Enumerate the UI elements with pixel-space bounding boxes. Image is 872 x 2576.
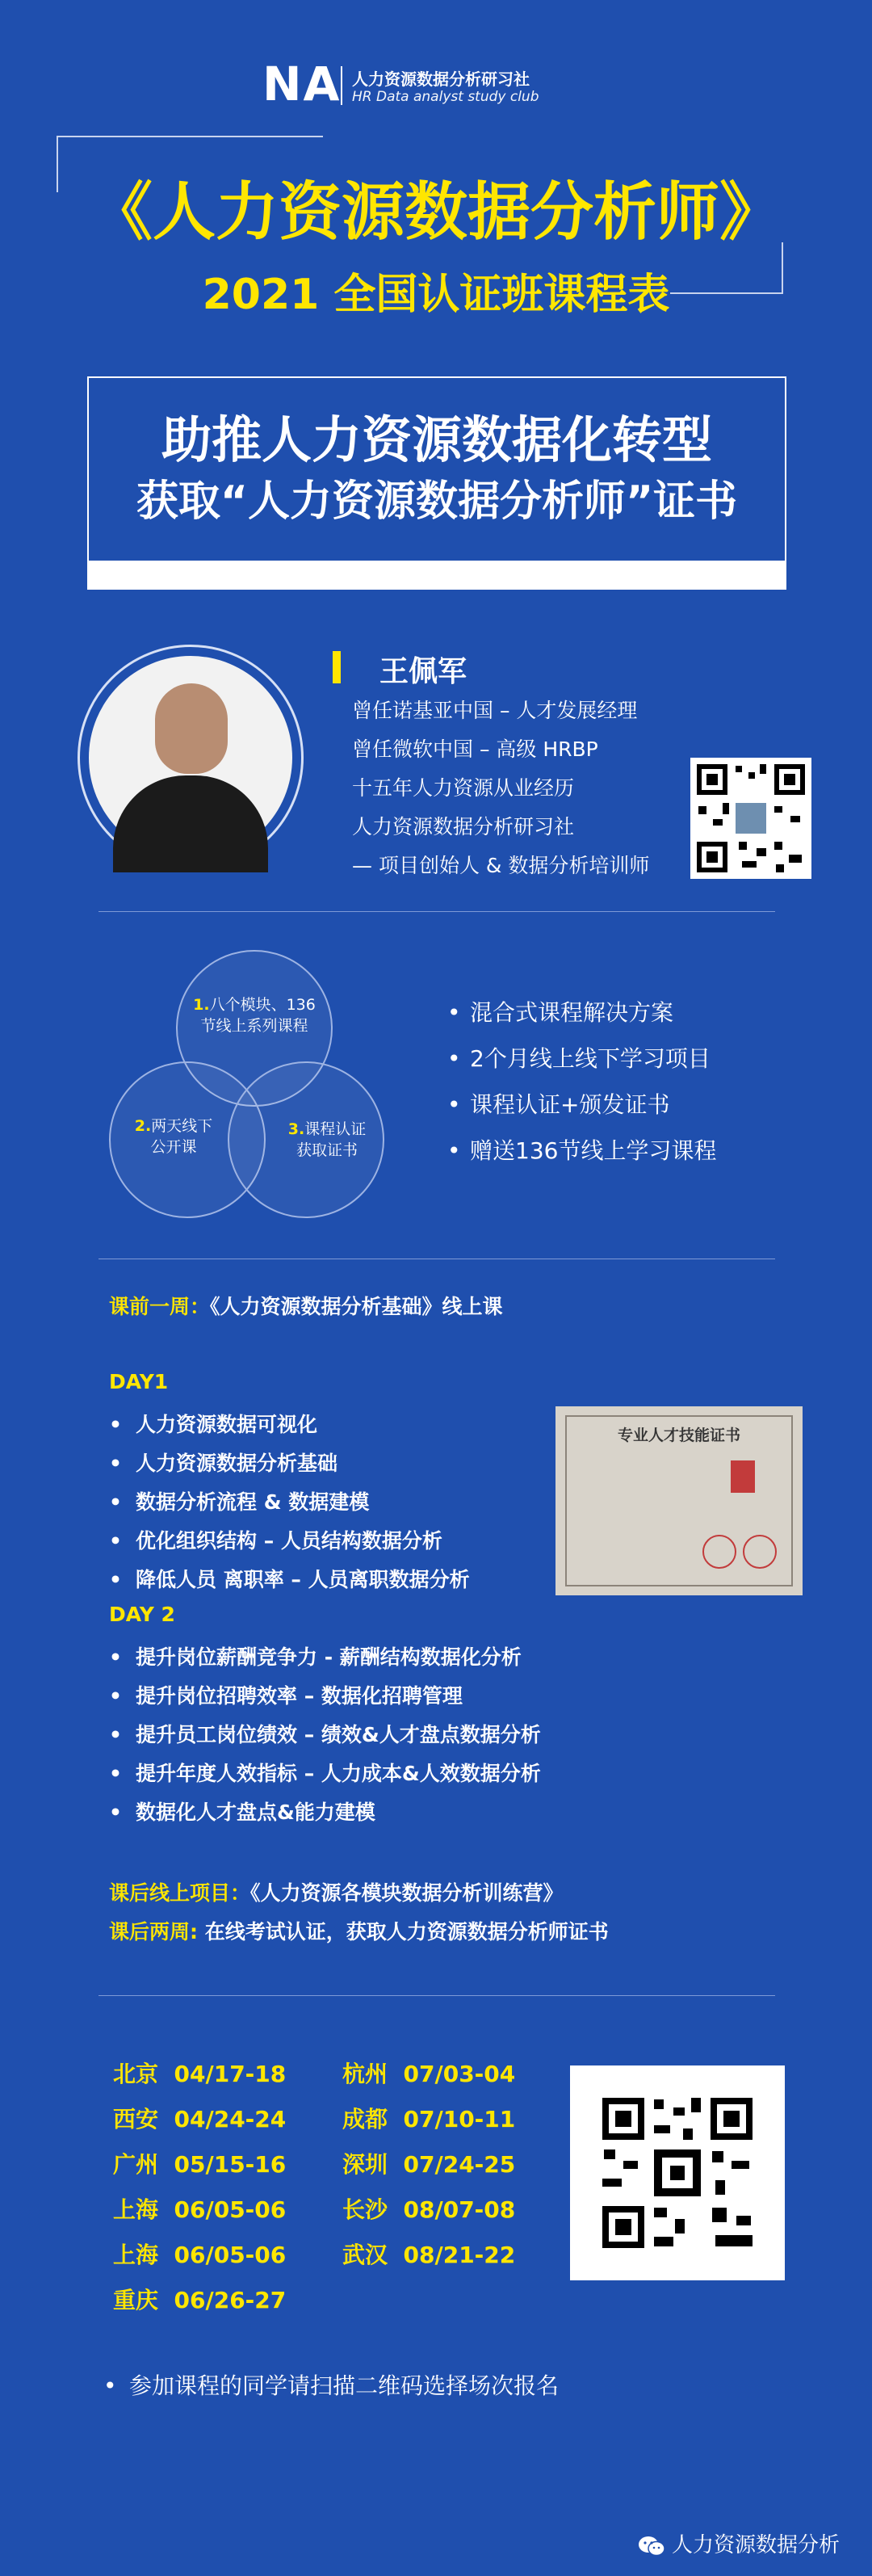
schedule-city: 北京 xyxy=(113,2061,159,2087)
schedule-city: 成都 xyxy=(342,2106,388,2133)
schedule-city: 武汉 xyxy=(342,2242,388,2268)
schedule-date: 04/17-18 xyxy=(174,2061,287,2087)
day2-item-2: • 提升岗位招聘效率 – 数据化招聘管理 xyxy=(109,1684,463,1708)
signup-note-text: 参加课程的同学请扫描二维码选择场次报名 xyxy=(129,2372,560,2399)
day2-item-4: • 提升年度人效指标 – 人力成本&人效数据分析 xyxy=(109,1762,541,1785)
venn-text-1a: 八个模块、136 xyxy=(209,996,316,1014)
post-online-text: 《人力资源各模块数据分析训练营》 xyxy=(250,1881,564,1905)
venn-num-1: 1. xyxy=(193,996,210,1014)
schedule-left-6 xyxy=(113,2283,286,2315)
schedule-right-5 xyxy=(342,2238,515,2270)
schedule-right-2 xyxy=(342,2102,515,2134)
schedule-date: 08/21-22 xyxy=(403,2242,516,2268)
feature-text-2: 2个月线上线下学习项目 xyxy=(470,1045,711,1072)
venn-num-2: 2. xyxy=(134,1117,152,1135)
day2-item-text-1: 提升岗位薪酬竞争力 - 薪酬结构数据化分析 xyxy=(136,1645,522,1669)
schedule-date: 07/24-25 xyxy=(403,2151,516,2178)
venn-text-3b: 获取证书 xyxy=(296,1141,358,1159)
schedule-city: 重庆 xyxy=(113,2287,159,2313)
qr-code-icon xyxy=(570,2065,785,2280)
logo-separator xyxy=(341,66,342,105)
slogan-line-2: 获取“人力资源数据分析师”证书 xyxy=(136,477,738,526)
feature-text-3: 课程认证+颁发证书 xyxy=(470,1091,670,1118)
day1-item-text-5: 降低人员 离职率 – 人员离职数据分析 xyxy=(136,1568,470,1591)
schedule-city: 杭州 xyxy=(342,2061,388,2087)
day1-title: DAY1 xyxy=(109,1370,169,1393)
wechat-account xyxy=(638,2528,840,2558)
day1-item-text-4: 优化组织结构 – 人员结构数据分析 xyxy=(136,1529,442,1553)
schedule-city: 深圳 xyxy=(342,2151,388,2178)
feature-text-4: 赠送136节线上学习课程 xyxy=(470,1137,717,1164)
schedule-left-3 xyxy=(113,2147,286,2179)
day2-item-text-5: 数据化人才盘点&能力建模 xyxy=(136,1801,375,1824)
logo-cn: 人力资源数据分析研习社 xyxy=(352,69,530,89)
venn-label-1 xyxy=(168,995,341,1036)
page-title: 《人力资源数据分析师》 xyxy=(89,176,782,249)
schedule-left-4 xyxy=(113,2192,286,2225)
feature-4: • 赠送136节线上学习课程 xyxy=(447,1137,717,1164)
venn-text-2b: 公开课 xyxy=(150,1137,197,1156)
schedule-city: 长沙 xyxy=(342,2196,388,2223)
day1-item-3: • 数据分析流程 & 数据建模 xyxy=(109,1490,370,1514)
certificate-seal-icon xyxy=(743,1535,777,1569)
pre-week-line xyxy=(109,1291,503,1320)
schedule-date: 06/05-06 xyxy=(174,2196,287,2223)
day1-item-text-1: 人力资源数据可视化 xyxy=(136,1413,318,1436)
day1-item-5: • 降低人员 离职率 – 人员离职数据分析 xyxy=(109,1568,470,1591)
schedule-city: 广州 xyxy=(113,2151,159,2178)
venn-text-1b: 节线上系列课程 xyxy=(200,1016,308,1035)
certificate-seal-icon xyxy=(702,1535,736,1569)
schedule-right-1 xyxy=(342,2057,515,2089)
feature-text-1: 混合式课程解决方案 xyxy=(470,999,674,1026)
page-subtitle: 2021 全国认证班课程表 xyxy=(202,271,670,319)
schedule-date: 07/03-04 xyxy=(403,2061,516,2087)
post-two-week-label: 课后两周: xyxy=(109,1920,198,1944)
teacher-bio-3: 十五年人力资源从业经历 xyxy=(352,776,575,800)
schedule-date: 06/05-06 xyxy=(174,2242,287,2268)
day2-item-text-4: 提升年度人效指标 – 人力成本&人效数据分析 xyxy=(136,1762,541,1785)
logo-mark: NA xyxy=(262,57,342,111)
logo-en: HR Data analyst study club xyxy=(352,89,539,105)
schedule-date: 04/24-24 xyxy=(174,2106,287,2133)
schedule-right-3 xyxy=(342,2147,515,2179)
bullet-icon: • xyxy=(103,2372,117,2399)
post-two-week-line xyxy=(109,1916,609,1945)
signup-note xyxy=(103,2368,559,2401)
schedule-city: 西安 xyxy=(113,2106,159,2133)
schedule-right-4 xyxy=(342,2192,515,2225)
pre-week-label: 课前一周： xyxy=(109,1295,211,1318)
day1-item-1: • 人力资源数据可视化 xyxy=(109,1413,318,1436)
feature-2: • 2个月线上线下学习项目 xyxy=(447,1045,711,1072)
certificate-photo xyxy=(731,1460,755,1493)
teacher-bio-5: — 项目创始人 & 数据分析培训师 xyxy=(352,854,650,877)
day1-item-2: • 人力资源数据分析基础 xyxy=(109,1452,338,1475)
post-online-line xyxy=(109,1877,564,1906)
venn-label-3 xyxy=(266,1120,388,1161)
teacher-bio-4: 人力资源数据分析研习社 xyxy=(352,815,575,838)
post-two-week-text: 在线考试认证，获取人力资源数据分析师证书 xyxy=(198,1920,609,1944)
schedule-date: 08/07-08 xyxy=(403,2196,516,2223)
venn-label-2 xyxy=(113,1116,234,1158)
teacher-bio-2: 曾任微软中国 – 高级 HRBP xyxy=(352,738,598,761)
venn-num-3: 3. xyxy=(287,1120,305,1138)
qr-code-signup[interactable] xyxy=(570,2065,785,2280)
divider-3 xyxy=(99,1995,775,1996)
schedule-left-1 xyxy=(113,2057,286,2089)
divider-1 xyxy=(99,911,775,912)
slogan-box-bottom-bar xyxy=(87,562,786,590)
certificate-title: 专业人才技能证书 xyxy=(617,1427,740,1444)
day2-item-text-2: 提升岗位招聘效率 – 数据化招聘管理 xyxy=(136,1684,463,1708)
day2-item-5: • 数据化人才盘点&能力建模 xyxy=(109,1801,375,1824)
feature-1: • 混合式课程解决方案 xyxy=(447,999,674,1026)
schedule-city: 上海 xyxy=(113,2196,159,2223)
schedule-city: 上海 xyxy=(113,2242,159,2268)
feature-3: • 课程认证+颁发证书 xyxy=(447,1091,670,1118)
name-accent-bar xyxy=(333,651,341,683)
post-online-label: 课后线上项目： xyxy=(109,1881,251,1905)
schedule-date: 07/10-11 xyxy=(403,2106,516,2133)
schedule-date: 05/15-16 xyxy=(174,2151,287,2178)
schedule-date: 06/26-27 xyxy=(174,2287,287,2313)
venn-text-3a: 课程认证 xyxy=(304,1120,367,1138)
frame-line-top-left-h xyxy=(57,136,323,137)
day1-item-4: • 优化组织结构 – 人员结构数据分析 xyxy=(109,1529,442,1553)
slogan-line-1: 助推人力资源数据化转型 xyxy=(161,410,712,469)
day2-item-3: • 提升员工岗位绩效 – 绩效&人才盘点数据分析 xyxy=(109,1723,541,1746)
qr-code-small[interactable] xyxy=(690,758,811,879)
day2-item-1: • 提升岗位薪酬竞争力 - 薪酬结构数据化分析 xyxy=(109,1645,522,1669)
day2-title: DAY 2 xyxy=(109,1603,175,1626)
schedule-left-5 xyxy=(113,2238,286,2270)
teacher-photo-head xyxy=(155,683,228,774)
day1-item-text-2: 人力资源数据分析基础 xyxy=(136,1452,338,1475)
wechat-icon xyxy=(638,2535,665,2557)
venn-text-2a: 两天线下 xyxy=(151,1117,213,1135)
wechat-account-name: 人力资源数据分析 xyxy=(672,2533,841,2557)
teacher-bio-1: 曾任诺基亚中国 – 人才发展经理 xyxy=(352,699,638,722)
pre-week-text: 《人力资源数据分析基础》线上课 xyxy=(210,1295,503,1318)
day1-item-text-3: 数据分析流程 & 数据建模 xyxy=(136,1490,370,1514)
teacher-name: 王佩军 xyxy=(379,655,467,688)
day2-item-text-3: 提升员工岗位绩效 – 绩效&人才盘点数据分析 xyxy=(136,1723,541,1746)
schedule-left-2 xyxy=(113,2102,286,2134)
qr-code-small-icon xyxy=(690,758,811,879)
